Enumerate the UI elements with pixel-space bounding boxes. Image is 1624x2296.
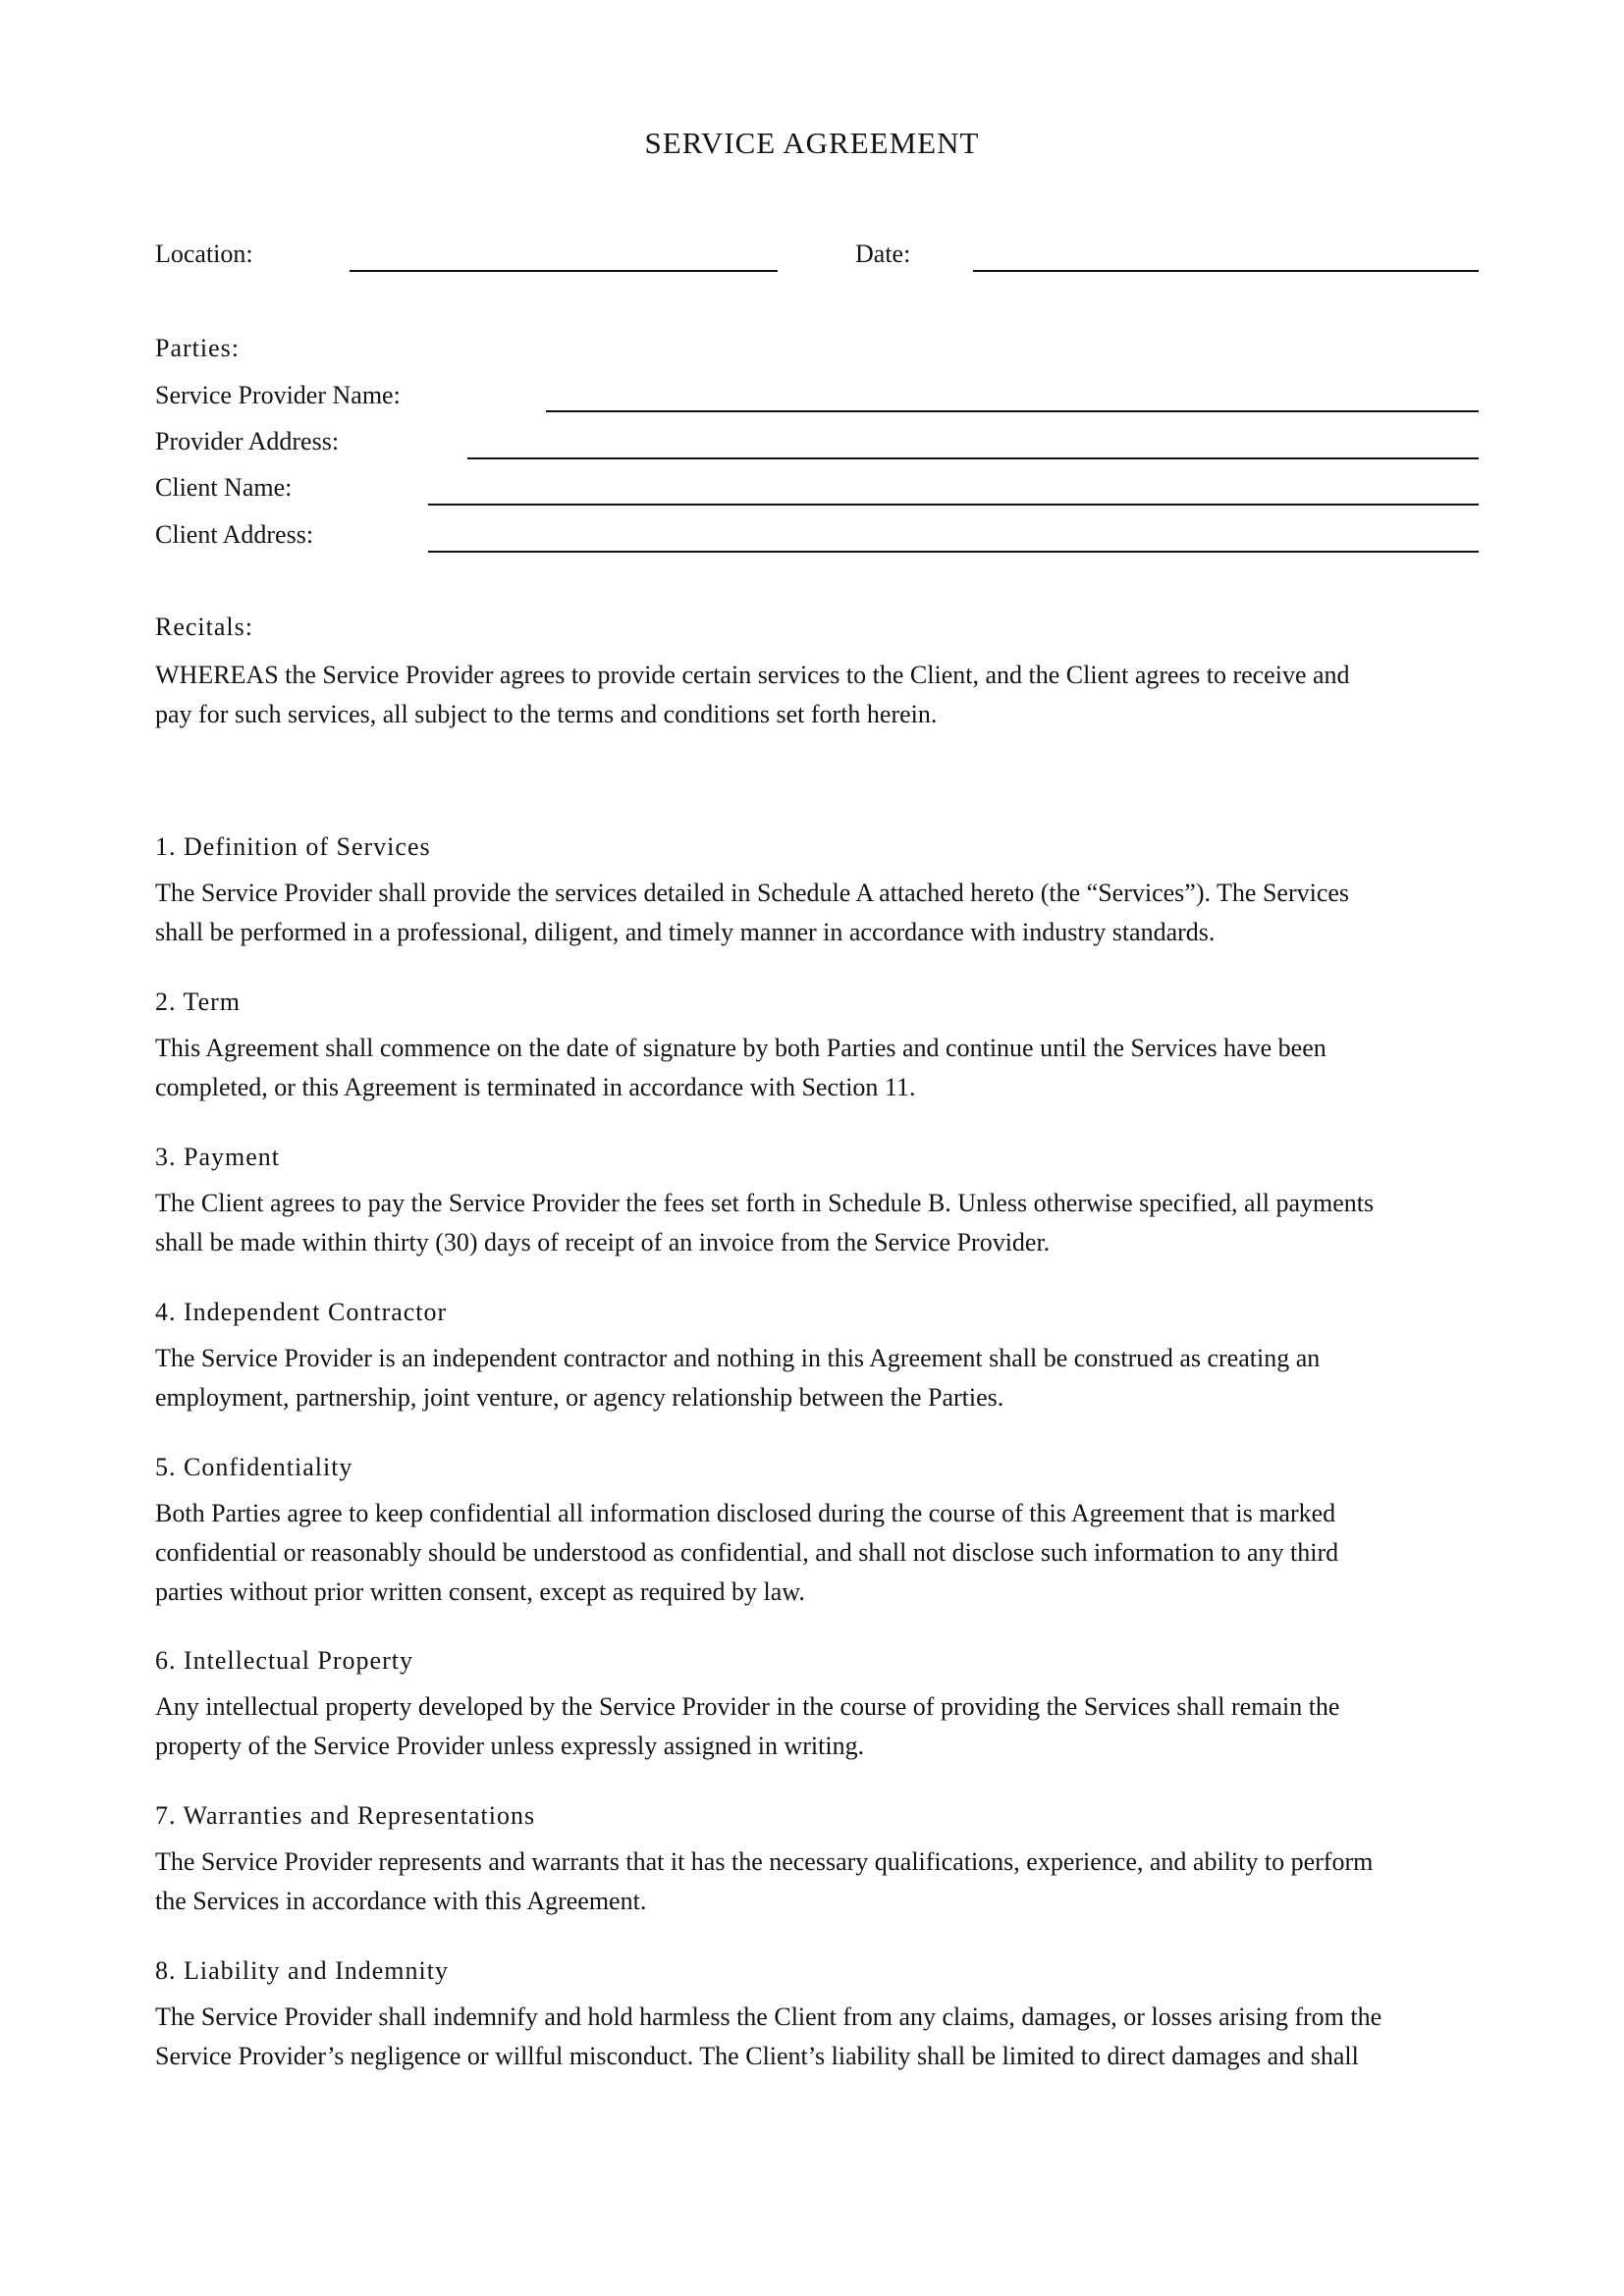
section-line: This Agreement shall commence on the date of signature by both Parties and continue until the Services have been <box>155 1034 1326 1062</box>
section-heading: 7. Warranties and Representations <box>155 1801 536 1830</box>
section-line: The Client agrees to pay the Service Provider the fees set forth in Schedule B. Unless otherwise specified, all payments <box>155 1189 1375 1217</box>
section-paragraph <box>155 1842 1471 1921</box>
recitals-label: Recitals: <box>155 613 253 641</box>
section-paragraph <box>155 1998 1471 2076</box>
provider-address-blank-line[interactable] <box>467 457 1479 459</box>
section-line: property of the Service Provider unless expressly assigned in writing. <box>155 1732 865 1760</box>
section-line: The Service Provider shall provide the services detailed in Schedule A attached hereto (the “Services”). The Services <box>155 879 1350 907</box>
section-line: Any intellectual property developed by the Service Provider in the course of providing the Services shall remain the <box>155 1692 1340 1721</box>
location-label: Location: <box>155 240 253 268</box>
section-heading: 5. Confidentiality <box>155 1453 353 1481</box>
section-paragraph <box>155 1184 1471 1262</box>
recitals-line: WHEREAS the Service Provider agrees to provide certain services to the Client, and the Client agrees to receive and <box>155 661 1350 689</box>
document-title: SERVICE AGREEMENT <box>644 126 980 160</box>
location-blank-line[interactable] <box>350 270 778 272</box>
section-paragraph <box>155 1687 1471 1766</box>
section-line: shall be made within thirty (30) days of receipt of an invoice from the Service Provider. <box>155 1228 1051 1256</box>
recitals-paragraph <box>155 656 1471 734</box>
section-line: confidential or reasonably should be understood as confidential, and shall not disclose such information to any third <box>155 1538 1339 1567</box>
section-line: The Service Provider is an independent contractor and nothing in this Agreement shall be construed as creating an <box>155 1344 1321 1372</box>
section-line: The Service Provider shall indemnify and hold harmless the Client from any claims, damages, or losses arising from the <box>155 2002 1382 2031</box>
section-heading: 8. Liability and Indemnity <box>155 1956 449 1985</box>
section-paragraph <box>155 1029 1471 1107</box>
section-paragraph <box>155 874 1471 952</box>
provider-name-blank-line[interactable] <box>546 410 1479 412</box>
client-name-blank-line[interactable] <box>428 504 1479 506</box>
section-line: The Service Provider represents and warrants that it has the necessary qualifications, experience, and ability to perform <box>155 1847 1374 1876</box>
section-paragraph <box>155 1494 1471 1612</box>
section-heading: 3. Payment <box>155 1143 280 1171</box>
client-address-label: Client Address: <box>155 520 314 549</box>
section-heading: 4. Independent Contractor <box>155 1298 448 1326</box>
date-label: Date: <box>855 240 911 268</box>
client-address-blank-line[interactable] <box>428 551 1479 553</box>
section-heading: 2. Term <box>155 988 242 1016</box>
section-line: employment, partnership, joint venture, or agency relationship between the Parties. <box>155 1383 1004 1412</box>
provider-address-label: Provider Address: <box>155 427 340 455</box>
parties-label: Parties: <box>155 334 240 362</box>
date-blank-line[interactable] <box>973 270 1479 272</box>
section-heading: 6. Intellectual Property <box>155 1646 413 1675</box>
provider-name-label: Service Provider Name: <box>155 381 401 409</box>
section-line: parties without prior written consent, except as required by law. <box>155 1577 805 1606</box>
section-line: completed, or this Agreement is terminated in accordance with Section 11. <box>155 1073 916 1101</box>
section-line: shall be performed in a professional, diligent, and timely manner in accordance with industry standards. <box>155 918 1216 946</box>
section-line: Service Provider’s negligence or willful misconduct. The Client’s liability shall be limited to direct damages and shall <box>155 2042 1359 2070</box>
client-name-label: Client Name: <box>155 473 293 502</box>
recitals-line: pay for such services, all subject to the terms and conditions set forth herein. <box>155 700 938 728</box>
section-paragraph <box>155 1339 1471 1417</box>
section-line: the Services in accordance with this Agreement. <box>155 1887 647 1915</box>
section-line: Both Parties agree to keep confidential all information disclosed during the course of this Agreement that is marked <box>155 1499 1336 1527</box>
section-heading: 1. Definition of Services <box>155 832 431 861</box>
